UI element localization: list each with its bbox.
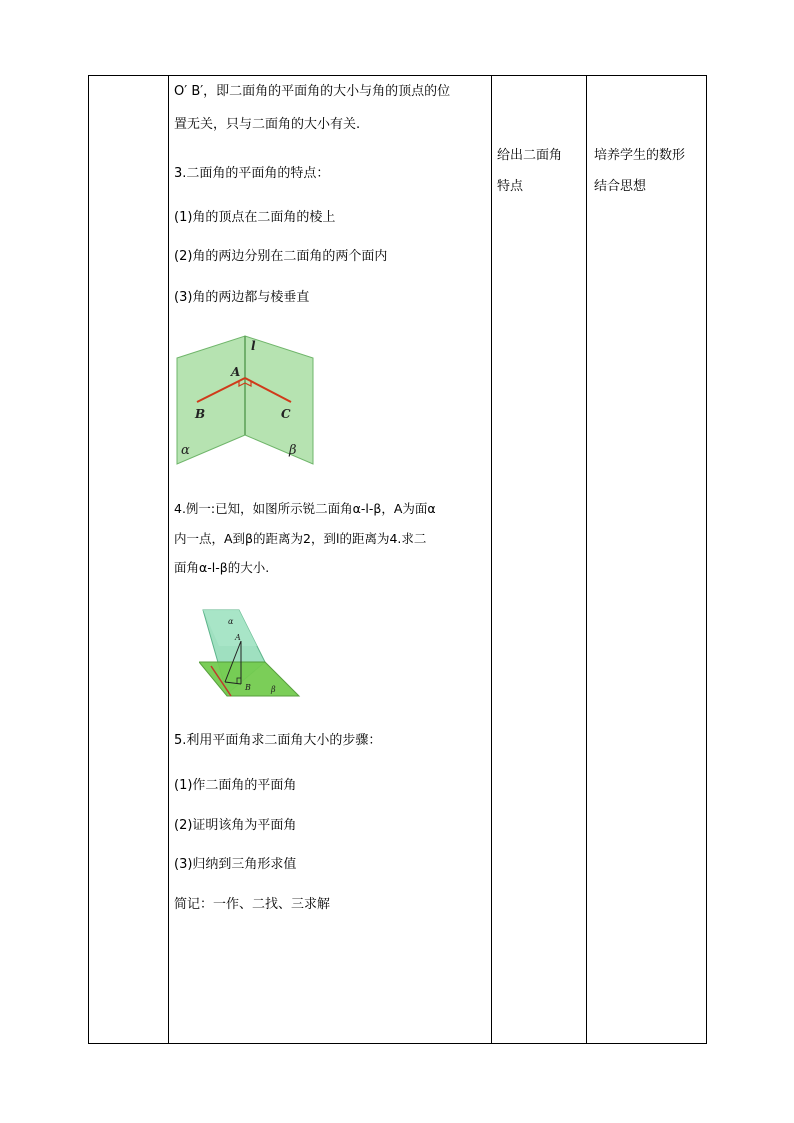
feature-item: (2)角的两边分别在二面角的两个面内 (174, 249, 388, 264)
step-item: (2)证明该角为平面角 (174, 818, 297, 833)
feature-item: (1)角的顶点在二面角的棱上 (174, 210, 336, 225)
purpose-column (587, 76, 706, 1043)
heading-5: 5.利用平面角求二面角大小的步骤： (174, 733, 382, 748)
plane-alpha-upper (203, 610, 257, 646)
intro-line-1: O′ B′，即二面角的平面角的大小与角的顶点的位 (174, 84, 451, 99)
example-line-1: 4.例一:已知，如图所示锐二面角α-l-β，A为面α (174, 501, 436, 516)
label-b: B (245, 683, 251, 692)
label-a: A (231, 365, 241, 379)
label-alpha: α (181, 443, 190, 458)
label-l: l (251, 339, 256, 353)
example-line-3: 面角α-l-β的大小. (174, 560, 270, 575)
label-a: A (235, 633, 241, 642)
example-figure (199, 606, 301, 700)
teacher-note-line-2: 特点 (497, 179, 524, 194)
purpose-note-line-2: 结合思想 (594, 179, 647, 194)
summary-line: 简记：一作、二找、三求解 (174, 897, 331, 912)
teacher-note-line-1: 给出二面角 (497, 148, 563, 163)
label-b: B (195, 407, 206, 421)
purpose-note-line-1: 培养学生的数形 (594, 148, 686, 163)
label-beta: β (289, 443, 297, 458)
lesson-table (88, 75, 707, 1044)
feature-item: (3)角的两边都与棱垂直 (174, 290, 310, 305)
example-line-2: 内一点，A到β的距离为2，到l的距离为4.求二 (174, 531, 427, 546)
label-alpha: α (228, 617, 234, 626)
label-c: C (281, 407, 291, 421)
step-item: (3)归纳到三角形求值 (174, 857, 297, 872)
label-beta: β (271, 685, 276, 694)
intro-line-2: 置无关，只与二面角的大小有关. (174, 117, 361, 132)
step-item: (1)作二面角的平面角 (174, 778, 297, 793)
teacher-column (492, 76, 586, 1043)
dihedral-angle-figure (175, 330, 318, 468)
content-column (169, 76, 491, 1043)
heading-3: 3.二面角的平面角的特点： (174, 166, 330, 181)
